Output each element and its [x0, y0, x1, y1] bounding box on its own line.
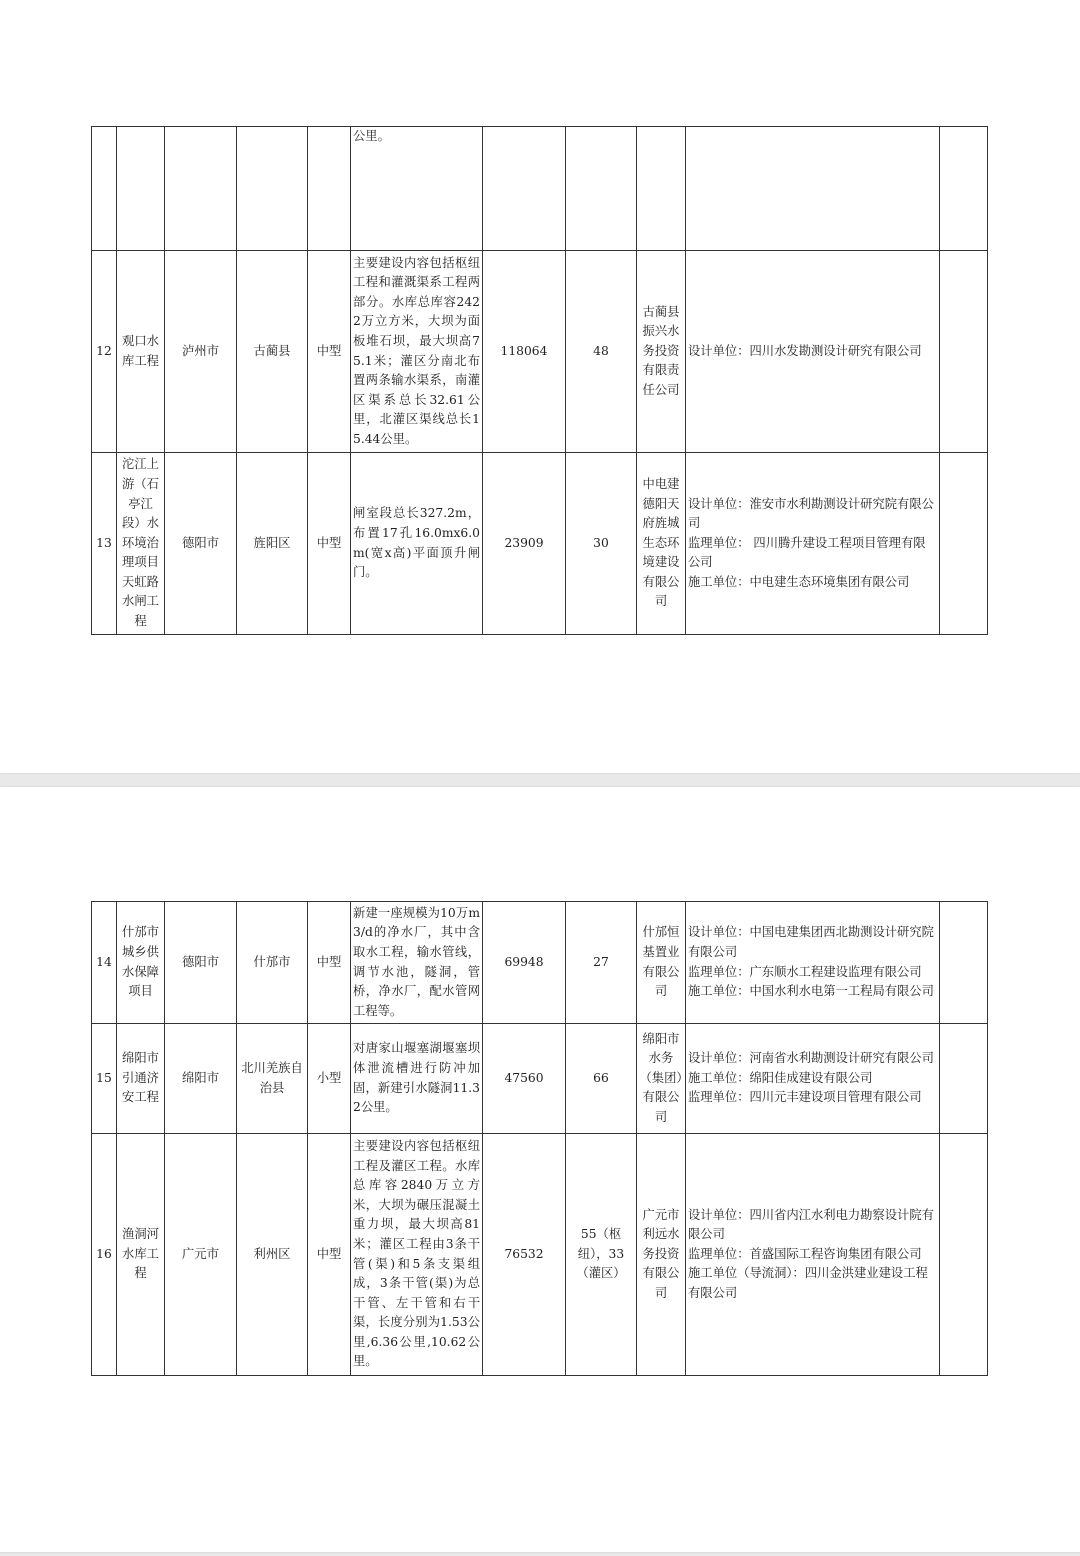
- document-page-1: [0, 0, 1080, 773]
- supervision-unit: 监理单位：四川元丰建设项目管理有限公司: [688, 1090, 922, 1105]
- county: 利州区: [237, 1134, 308, 1376]
- table-row: [92, 453, 988, 635]
- project-name: 什邡市城乡供水保障项目: [117, 902, 165, 1024]
- project-name: [117, 127, 165, 251]
- row-number: 15: [92, 1024, 117, 1134]
- project-name: 沱江上游（石亭江段）水环境治理项目天虹路水闸工程: [117, 453, 165, 635]
- duration-months: 27: [566, 902, 637, 1024]
- investment: 47560: [483, 1024, 566, 1134]
- table-row: [92, 902, 988, 1024]
- project-type: [308, 127, 351, 251]
- supervision-unit: 监理单位：广东顺水工程建设监理有限公司: [688, 964, 922, 979]
- county: 旌阳区: [237, 453, 308, 635]
- construction-content: 闸室段总长327.2m，布置17孔16.0mx6.0m(宽x高)平面顶升闸门。: [351, 453, 483, 635]
- table-row: [92, 1134, 988, 1376]
- remark: [940, 453, 988, 635]
- row-number: 12: [92, 251, 117, 453]
- investment: 118064: [483, 251, 566, 453]
- duration-months: 30: [566, 453, 637, 635]
- city: 德阳市: [165, 902, 237, 1024]
- design-unit: 设计单位：淮安市水利勘测设计研究院有限公司: [688, 496, 934, 531]
- construction-content: 主要建设内容包括枢纽工程和灌溉渠系工程两部分。水库总库容2422万立方米，大坝为面板堆石坝，最大坝高75.1米；灌区分南北布置两条输水渠系，南灌区渠系总长32.61公里，北灌区渠线总长15.44公里。: [351, 251, 483, 453]
- design-unit: 设计单位：河南省水利勘测设计研究有限公司: [688, 1051, 934, 1066]
- table-row: [92, 251, 988, 453]
- document-page-2: [0, 787, 1080, 1552]
- project-table-page-1: [91, 126, 988, 635]
- project-type: 中型: [308, 902, 351, 1024]
- construction-content: 新建一座规模为10万m3/d的净水厂，其中含取水工程，输水管线，调节水池，隧洞，管桥，净水厂，配水管网工程等。: [351, 902, 483, 1024]
- project-type: 中型: [308, 453, 351, 635]
- participating-units: [686, 1134, 940, 1376]
- city: 广元市: [165, 1134, 237, 1376]
- project-name: 绵阳市引通济安工程: [117, 1024, 165, 1134]
- investment: [483, 127, 566, 251]
- construction-unit: 施工单位：绵阳佳成建设有限公司: [688, 1070, 873, 1085]
- row-number: 14: [92, 902, 117, 1024]
- project-table-page-2: [91, 901, 988, 1376]
- table-row: [92, 127, 988, 251]
- construction-unit: 施工单位（导流洞）：四川金洪建业建设工程有限公司: [688, 1266, 928, 1300]
- supervision-unit: 监理单位：首盛国际工程咨询集团有限公司: [688, 1246, 922, 1261]
- construction-unit: 施工单位：中电建生态环境集团有限公司: [688, 574, 910, 589]
- participating-units: [686, 127, 940, 251]
- project-type: 中型: [308, 251, 351, 453]
- project-type: 小型: [308, 1024, 351, 1134]
- owner-unit: 广元市利远水务投资有限公司: [637, 1134, 686, 1376]
- row-number: 16: [92, 1134, 117, 1376]
- county: 什邡市: [237, 902, 308, 1024]
- participating-units: [686, 1024, 940, 1134]
- participating-units: [686, 902, 940, 1024]
- participating-units: [686, 453, 940, 635]
- city: [165, 127, 237, 251]
- owner-unit: 中电建德阳天府旌城生态环境建设有限公司: [637, 453, 686, 635]
- remark: [940, 1024, 988, 1134]
- owner-unit: 古蔺县振兴水务投资有限责任公司: [637, 251, 686, 453]
- city: 绵阳市: [165, 1024, 237, 1134]
- construction-content: 公里。: [351, 127, 483, 251]
- project-name: 渔洞河水库工程: [117, 1134, 165, 1376]
- project-type: 中型: [308, 1134, 351, 1376]
- owner-unit: 绵阳市水务（集团）有限公司: [637, 1024, 686, 1134]
- investment: 69948: [483, 902, 566, 1024]
- design-unit: 设计单位：中国电建集团西北勘测设计研究院有限公司: [688, 925, 934, 959]
- duration-months: 66: [566, 1024, 637, 1134]
- city: 德阳市: [165, 453, 237, 635]
- duration-months: 55（枢纽），33（灌区）: [566, 1134, 637, 1376]
- row-number: 13: [92, 453, 117, 635]
- construction-content: 主要建设内容包括枢纽工程及灌区工程。水库总库容2840万立方米，大坝为碾压混凝土重力坝，最大坝高81米；灌区工程由3条干管(渠)和5条支渠组成，3条干管(渠)为总干管、左干管和右干渠，长度分别为1.53公里,6.36公里,10.62公里。: [351, 1134, 483, 1376]
- remark: [940, 1134, 988, 1376]
- construction-unit: 施工单位：中国水利水电第一工程局有限公司: [688, 984, 934, 999]
- owner-unit: 什邡恒基置业有限公司: [637, 902, 686, 1024]
- construction-content: 对唐家山堰塞湖堰塞坝体泄流槽进行防冲加固，新建引水隧洞11.32公里。: [351, 1024, 483, 1134]
- investment: 23909: [483, 453, 566, 635]
- row-number: [92, 127, 117, 251]
- design-unit: 设计单位：四川省内江水利电力勘察设计院有限公司: [688, 1207, 934, 1242]
- table-row: [92, 1024, 988, 1134]
- remark: [940, 127, 988, 251]
- county: 古蔺县: [237, 251, 308, 453]
- remark: [940, 902, 988, 1024]
- design-unit: 设计单位：四川水发勘测设计研究有限公司: [688, 343, 922, 358]
- duration-months: 48: [566, 251, 637, 453]
- duration-months: [566, 127, 637, 251]
- county: 北川羌族自治县: [237, 1024, 308, 1134]
- participating-units: [686, 251, 940, 453]
- supervision-unit: 监理单位： 四川腾升建设工程项目管理有限公司: [688, 535, 926, 570]
- city: 泸州市: [165, 251, 237, 453]
- remark: [940, 251, 988, 453]
- owner-unit: [637, 127, 686, 251]
- project-name: 观口水库工程: [117, 251, 165, 453]
- investment: 76532: [483, 1134, 566, 1376]
- county: [237, 127, 308, 251]
